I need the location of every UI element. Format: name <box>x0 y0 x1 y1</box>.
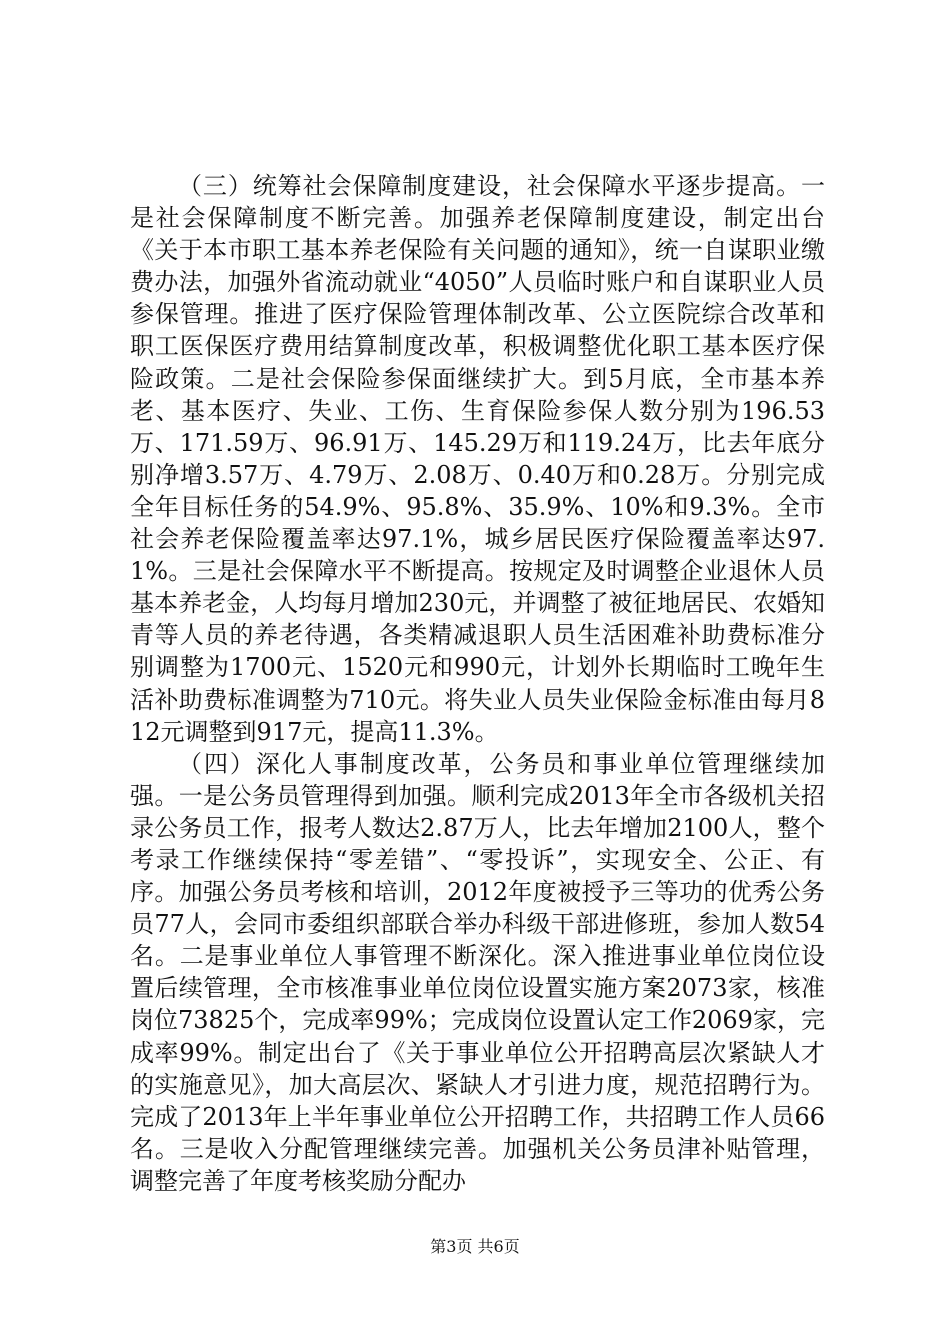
document-body <box>130 170 825 1197</box>
paragraph-social-security: （三）统筹社会保障制度建设，社会保障水平逐步提高。一是社会保障制度不断完善。加强养老保障制度建设，制定出台《关于本市职工基本养老保险有关问题的通知》，统一自谋职业缴费办法，加强外省流动就业“4050”人员临时账户和自谋职业人员参保管理。推进了医疗保险管理体制改革、公立医院综合改革和职工医保医疗费用结算制度改革，积极调整优化职工基本医疗保险政策。二是社会保险参保面继续扩大。到5月底，全市基本养老、基本医疗、失业、工伤、生育保险参保人数分别为196.53万、171.59万、96.91万、145.29万和119.24万，比去年底分别净增3.57万、4.79万、2.08万、0.40万和0.28万。分别完成全年目标任务的54.9%、95.8%、35.9%、10%和9.3%。全市社会养老保险覆盖率达97.1%，城乡居民医疗保险覆盖率达97.1%。三是社会保障水平不断提高。按规定及时调整企业退休人员基本养老金，人均每月增加230元，并调整了被征地居民、农婚知青等人员的养老待遇，各类精减退职人员生活困难补助费标准分别调整为1700元、1520元和990元，计划外长期临时工晚年生活补助费标准调整为710元。将失业人员失业保险金标准由每月812元调整到917元，提高11.3%。 <box>130 172 825 746</box>
page-number-footer: 第3页 共6页 <box>430 1237 520 1256</box>
paragraph-personnel-reform: （四）深化人事制度改革，公务员和事业单位管理继续加强。一是公务员管理得到加强。顺利完成2013年全市各级机关招录公务员工作，报考人数达2.87万人，比去年增加2100人，整个考录工作继续保持“零差错”、“零投诉”，实现安全、公正、有序。加强公务员考核和培训，2012年度被授予三等功的优秀公务员77人，会同市委组织部联合举办科级干部进修班，参加人数54名。二是事业单位人事管理不断深化。深入推进事业单位岗位设置后续管理，全市核准事业单位岗位设置实施方案2073家，核准岗位73825个，完成率99%；完成岗位设置认定工作2069家，完成率99%。制定出台了《关于事业单位公开招聘高层次紧缺人才的实施意见》，加大高层次、紧缺人才引进力度，规范招聘行为。完成了2013年上半年事业单位公开招聘工作，共招聘工作人员66名。三是收入分配管理继续完善。加强机关公务员津补贴管理，调整完善了年度考核奖励分配办 <box>130 749 825 1195</box>
